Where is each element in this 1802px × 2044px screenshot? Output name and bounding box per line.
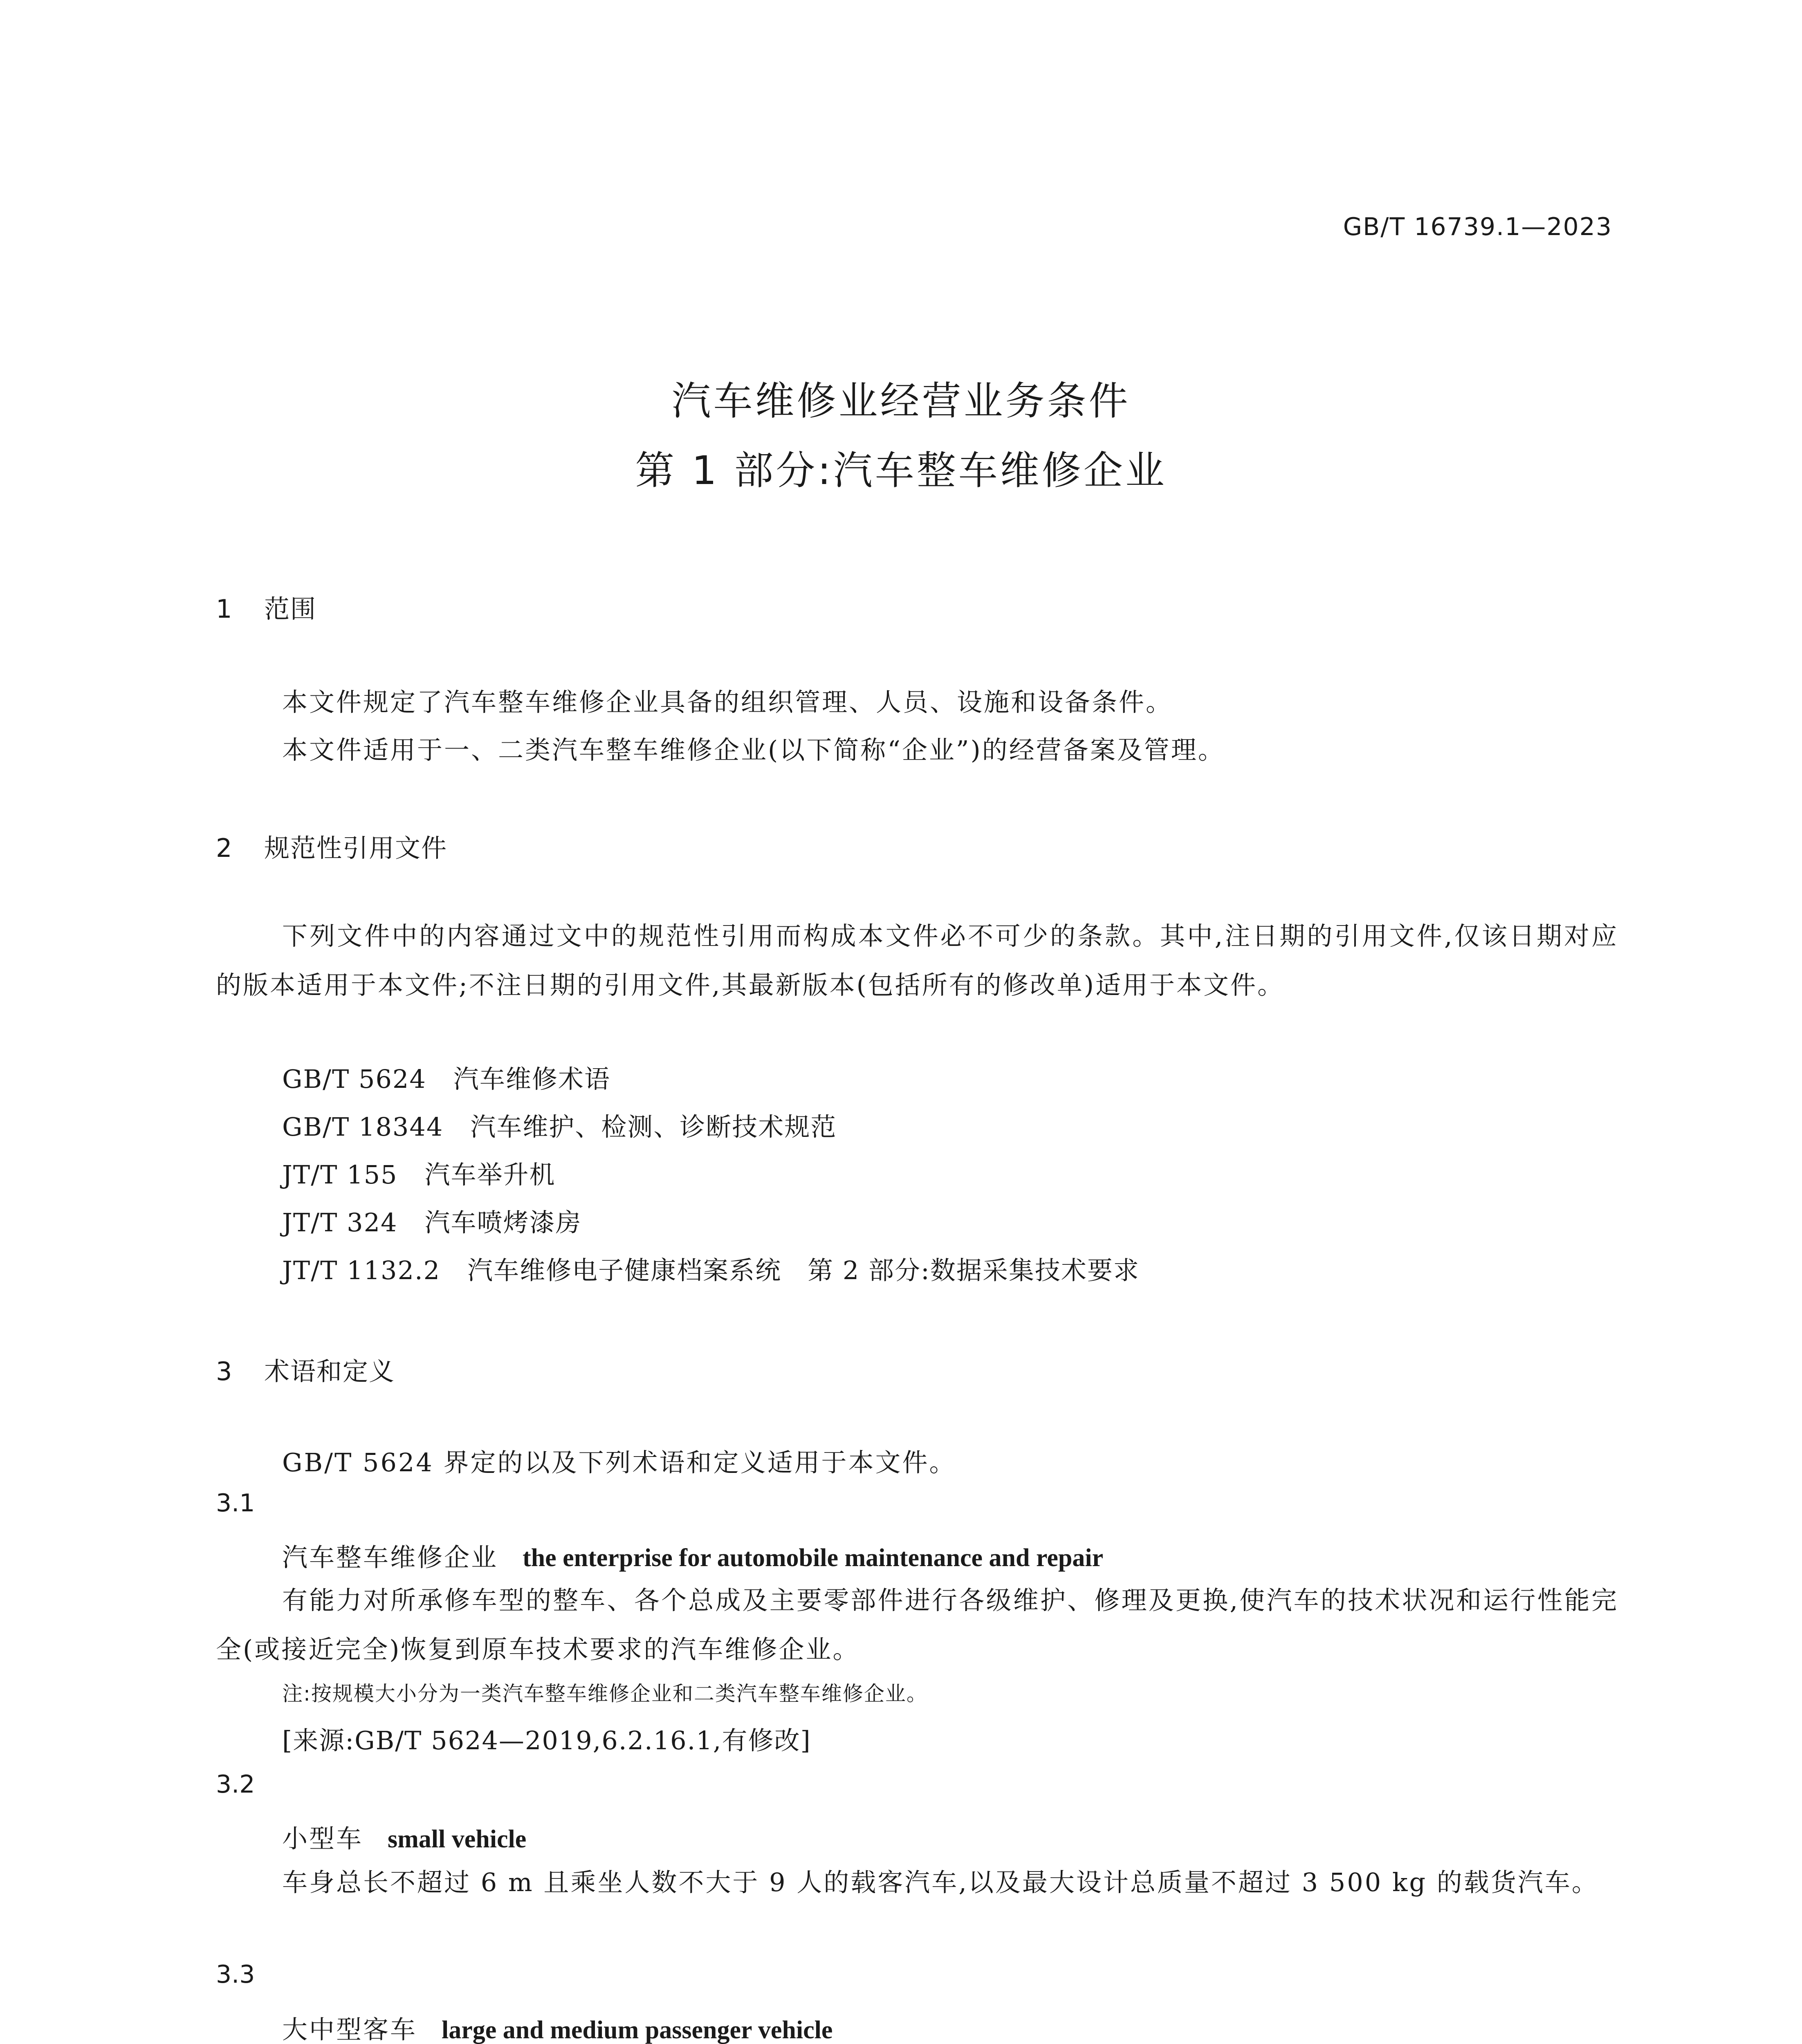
references-intro-paragraph: 下列文件中的内容通过文中的规范性引用而构成本文件必不可少的条款。其中,注日期的引用文件,仅该日期对应的版本适用于本文件;不注日期的引用文件,其最新版本(包括所有的修改单)适用于本文件。: [216, 921, 1618, 1000]
term-chinese: 汽车整车维修企业: [282, 1542, 498, 1572]
section-title: 范围: [264, 594, 317, 624]
reference-item: [282, 1107, 837, 1143]
term-entry: [282, 2009, 833, 2044]
term-english: large and medium passenger vehicle: [442, 2016, 833, 2044]
section-heading-normative-references: [216, 828, 447, 864]
section-number: 1: [216, 594, 233, 624]
section-heading-terms: [216, 1351, 395, 1387]
reference-item: [282, 1154, 556, 1191]
term-definition: 车身总长不超过 6 m 且乘坐人数不大于 9 人的载客汽车,以及最大设计总质量不超过 3 500 kg 的载货汽车。: [282, 1867, 1599, 1897]
scope-paragraph-1: 本文件规定了汽车整车维修企业具备的组织管理、人员、设施和设备条件。: [282, 687, 1173, 717]
reference-code: GB/T 5624: [282, 1064, 426, 1094]
reference-code: JT/T 155: [282, 1160, 398, 1190]
reference-title: 汽车喷烤漆房: [424, 1208, 582, 1237]
term-chinese: 小型车: [282, 1824, 364, 1853]
term-note: [282, 1677, 928, 1707]
term-number: 3.3: [216, 1960, 255, 1989]
section-number: 2: [216, 833, 233, 863]
term-number: 3.2: [216, 1770, 255, 1799]
reference-code: JT/T 324: [282, 1208, 398, 1237]
term-number: 3.1: [216, 1489, 255, 1517]
reference-title: 汽车举升机: [424, 1160, 556, 1190]
scope-paragraph-2: 本文件适用于一、二类汽车整车维修企业(以下简称“企业”)的经营备案及管理。: [282, 735, 1225, 765]
term-source: [来源:GB/T 5624—2019,6.2.16.1,有修改]: [282, 1726, 811, 1755]
reference-code: GB/T 18344: [282, 1112, 444, 1142]
reference-item: [282, 1202, 582, 1239]
reference-code: JT/T 1132.2: [282, 1255, 441, 1285]
term-chinese: 大中型客车: [282, 2015, 417, 2044]
term-entry: [282, 1537, 1103, 1573]
reference-title: 汽车维修电子健康档案系统 第 2 部分:数据采集技术要求: [467, 1255, 1140, 1285]
reference-item: [282, 1250, 1140, 1286]
section-title: 规范性引用文件: [264, 833, 448, 863]
section-number: 3: [216, 1356, 233, 1386]
reference-title: 汽车维护、检测、诊断技术规范: [470, 1112, 837, 1142]
note-label: 注:: [282, 1682, 311, 1706]
term-english: the enterprise for automobile maintenance and repair: [523, 1544, 1104, 1572]
note-text: 按规模大小分为一类汽车整车维修企业和二类汽车整车维修企业。: [311, 1682, 928, 1706]
document-title-line1: 汽车维修业经营业务条件: [671, 378, 1131, 424]
reference-item: [282, 1059, 610, 1095]
document-title-line2: 第 1 部分:汽车整车维修企业: [635, 448, 1167, 493]
section-title: 术语和定义: [264, 1356, 395, 1386]
reference-title: 汽车维修术语: [453, 1064, 610, 1094]
section-heading-scope: [216, 589, 316, 625]
terms-intro-paragraph: GB/T 5624 界定的以及下列术语和定义适用于本文件。: [282, 1448, 956, 1477]
term-english: small vehicle: [388, 1825, 527, 1853]
term-entry: [282, 1818, 526, 1855]
standard-number: GB/T 16739.1—2023: [1343, 213, 1612, 241]
term-definition: 有能力对所承修车型的整车、各个总成及主要零部件进行各级维护、修理及更换,使汽车的技术状况和运行性能完全(或接近完全)恢复到原车技术要求的汽车维修企业。: [216, 1585, 1618, 1664]
